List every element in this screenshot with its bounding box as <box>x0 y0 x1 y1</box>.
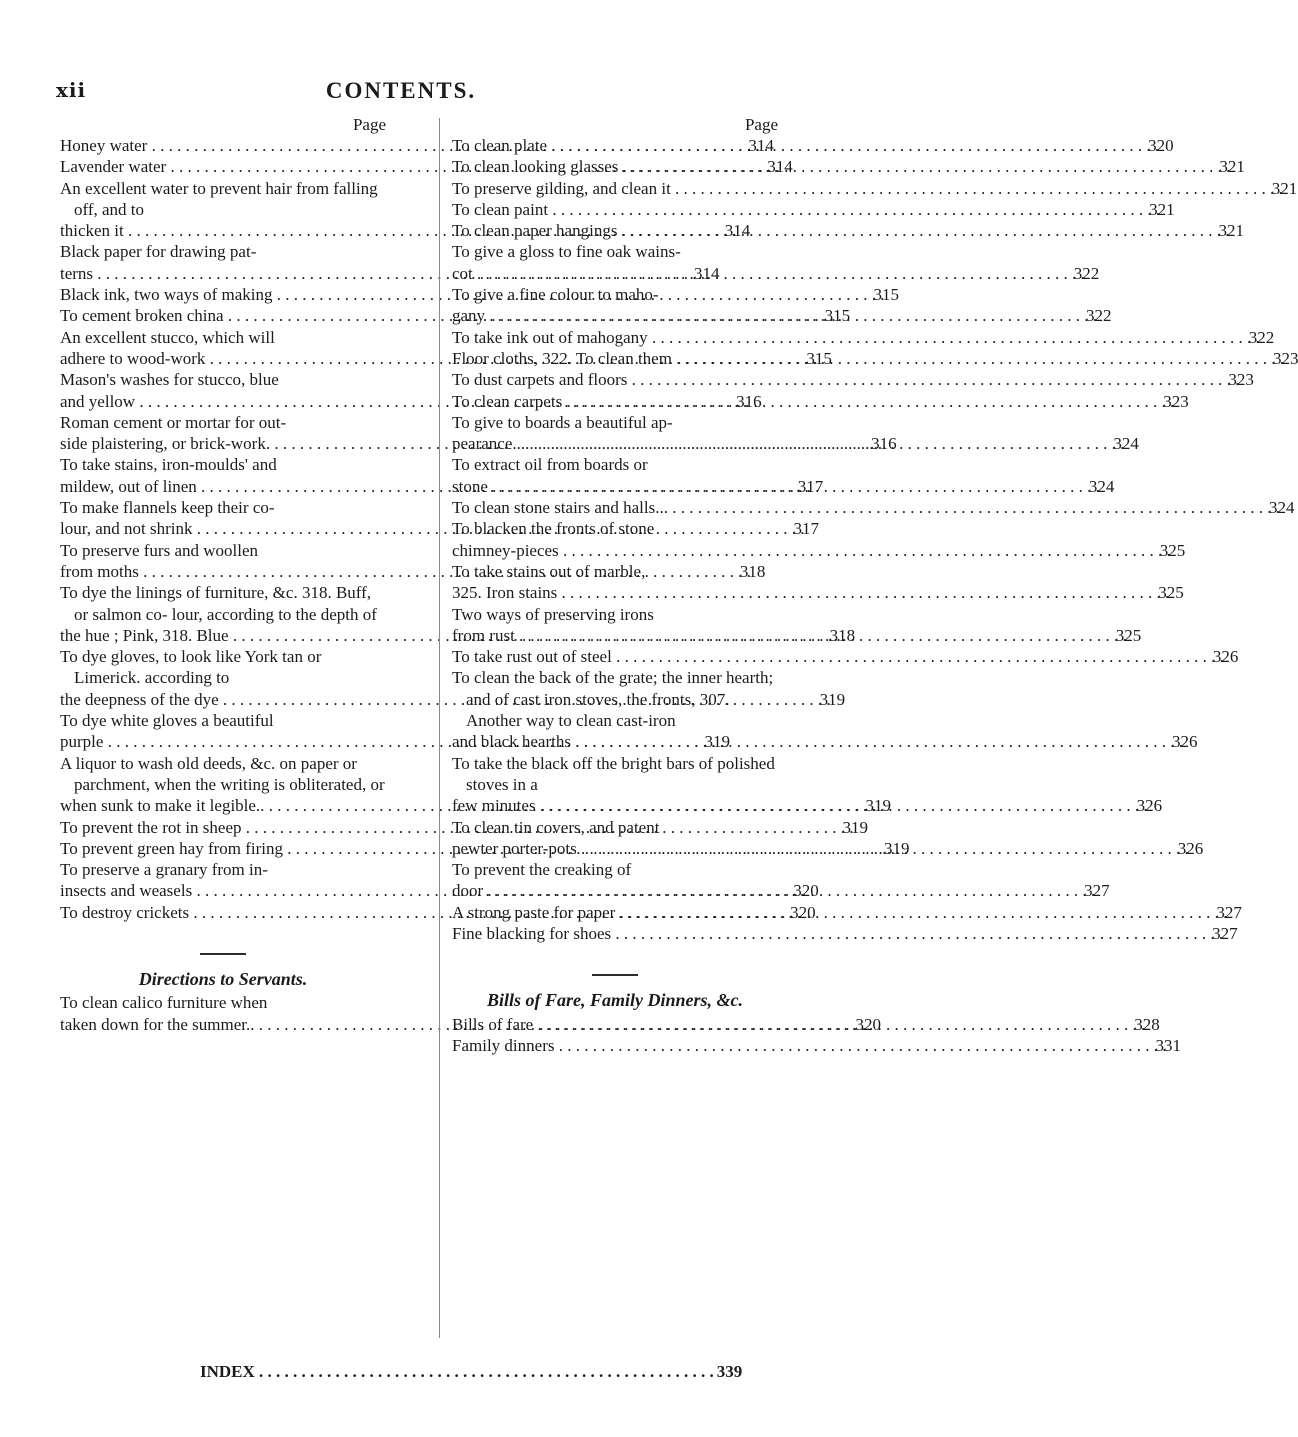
entry-text: To clean tin covers, and patent <box>452 817 660 837</box>
entry-title: and yellow . . . <box>74 391 747 412</box>
entry-text: Roman cement or mortar for out- <box>60 412 287 432</box>
entry-leader-row <box>452 582 1184 603</box>
page-column-heading: Page <box>744 115 778 134</box>
page-number: 314 <box>748 136 774 155</box>
page-number: 321 <box>1219 157 1245 177</box>
entry-leader-row <box>452 369 1254 390</box>
entry-title: Lavender water . . . <box>74 156 778 177</box>
entry-leader-row <box>452 135 1174 156</box>
index-entry <box>200 1362 743 1382</box>
page-number: 325 <box>1158 583 1184 603</box>
entry-text: To take stains, iron-moulds' and <box>60 455 277 475</box>
entry-title: lour, and not shrink . . . <box>74 518 804 539</box>
entry-text: To extract oil from boards or <box>452 455 648 475</box>
entry-title: To clean paper hangings . . . <box>466 220 1229 241</box>
section-gap <box>60 923 386 953</box>
entry-leader-row <box>452 178 1298 199</box>
entry-text: To take the black off the bright bars of polished stoves in a <box>452 753 775 794</box>
contents-entry <box>452 241 1100 284</box>
column-divider <box>439 118 440 1338</box>
page-number: 316 <box>736 391 762 411</box>
entry-title: from moths . . . <box>74 561 751 582</box>
entry-title: To dust carpets and floors . . . <box>466 369 1239 390</box>
contents-entry <box>452 199 1175 220</box>
entry-leader-row <box>452 327 1275 348</box>
entry-title: Family dinners . . . <box>466 1035 1166 1056</box>
entry-title: To preserve gilding, and clean it . . . <box>466 178 1283 199</box>
entry-text: To preserve a granary from in- <box>60 860 268 880</box>
entry-title: adhere to wood-work . . . <box>74 348 817 369</box>
entry-leader-row <box>452 646 1239 667</box>
entry-leader-row <box>452 220 1244 241</box>
entry-text: To give a fine colour to maho- <box>452 285 659 305</box>
contents-entry <box>452 178 1298 199</box>
running-head: CONTENTS. <box>325 78 477 103</box>
entry-title: To destroy crickets . . . <box>74 902 801 923</box>
entry-title: To cement broken china . . . <box>74 305 836 326</box>
entry-title: from rust . . . <box>466 625 1127 646</box>
page-number: 328 <box>1134 1014 1160 1034</box>
page-number: 323 <box>1272 348 1298 368</box>
contents-entry <box>452 391 1189 412</box>
page-number: 325 <box>1115 625 1142 645</box>
entry-title: when sunk to make it legible.. . . . <box>74 795 876 816</box>
entry-title: Floor cloths, 322. To clean them . . . <box>466 348 1284 369</box>
entry-title: To prevent the rot in sheep . . . <box>74 817 854 838</box>
entry-text: To dye gloves, to look like York tan or Limerick. according to <box>60 647 322 688</box>
page-number: 315 <box>873 285 899 305</box>
index-label: INDEX . . . <box>200 1362 714 1382</box>
index-page-number: 339 <box>716 1362 743 1381</box>
page-number: 322 <box>1248 327 1275 347</box>
page-number: 326 <box>1212 647 1239 667</box>
entry-title: stone . . . <box>466 476 1100 497</box>
page-number: 319 <box>704 732 730 752</box>
contents-entry <box>452 497 1295 518</box>
page-number: 319 <box>865 796 891 816</box>
entry-title: the hue ; Pink, 318. Blue . . . <box>74 625 841 646</box>
entry-title: taken down for the summer.. . . . <box>74 1014 867 1035</box>
page-number: 325 <box>1159 540 1186 560</box>
page-number: 315 <box>806 348 832 368</box>
entry-title: To take ink out of mahogany . . . <box>466 327 1260 348</box>
page-number: 326 <box>1171 732 1198 752</box>
entry-text: An excellent water to prevent hair from falling off, and to <box>60 178 378 219</box>
page-number: 314 <box>694 263 720 283</box>
contents-entry <box>452 327 1275 348</box>
page-number: 318 <box>829 625 856 645</box>
page-number: 319 <box>842 817 869 837</box>
entry-title: thicken it . . . <box>74 220 736 241</box>
page-number: 322 <box>1073 263 1100 283</box>
entry-text: To prevent the creaking of <box>452 860 632 880</box>
entry-text: To make flannels keep their co- <box>60 498 275 518</box>
section-rule <box>200 953 246 955</box>
entry-title: door . . . <box>466 880 1095 901</box>
entry-title: To take rust out of steel . . . <box>466 646 1224 667</box>
entry-leader-row <box>452 263 1100 284</box>
folio-number: xii <box>56 78 87 102</box>
entry-text: Black paper for drawing pat- <box>60 242 257 262</box>
entry-title: cot . . . <box>466 263 1085 284</box>
entry-title: and black hearths . . . <box>466 731 1183 752</box>
entry-text: To dye white gloves a beautiful <box>60 711 274 731</box>
page-number: 324 <box>1113 434 1139 454</box>
contents-entry <box>452 1035 1181 1056</box>
entry-title: To clean looking glasses . . . <box>466 156 1230 177</box>
page-number: 323 <box>1228 370 1254 390</box>
page-number: 314 <box>724 221 751 241</box>
entry-title: chimney-pieces . . . <box>466 540 1171 561</box>
entry-title: Bills of fare . . . <box>466 1014 1145 1035</box>
page-number: 327 <box>1084 881 1110 901</box>
entry-title: terns . . . <box>74 263 705 284</box>
contents-entry <box>452 220 1244 241</box>
entry-text: An excellent stucco, which will <box>60 327 275 347</box>
entry-leader-row <box>452 199 1175 220</box>
page-number: 320 <box>793 881 819 901</box>
entry-title: Black ink, two ways of making . . . <box>74 284 884 305</box>
page-number: 315 <box>824 306 851 326</box>
page-number: 319 <box>884 838 910 858</box>
page-number: 321 <box>1271 178 1298 198</box>
entry-title: To clean carpets . . . <box>466 391 1174 412</box>
entry-title: few minutes . . . <box>466 795 1148 816</box>
entry-leader-row <box>60 689 846 710</box>
entry-text: To give to boards a beautiful ap- <box>452 412 673 432</box>
page-number: 314 <box>767 157 793 177</box>
entry-text: To blacken the fronts of stone <box>452 519 655 539</box>
entry-title: A strong paste for paper . . . <box>466 902 1227 923</box>
page-number: 327 <box>1216 902 1242 922</box>
page-number: 324 <box>1268 498 1295 518</box>
entry-text: A liquor to wash old deeds, &c. on paper or parchment, when the writing is obliterated, or <box>60 753 385 794</box>
entry-leader-row <box>452 497 1295 518</box>
entry-title: To clean plate . . . <box>466 135 1159 156</box>
entry-title: purple . . . <box>74 731 715 752</box>
page-number: 318 <box>739 561 766 581</box>
entry-title: pearance . . . <box>466 433 1124 454</box>
page-number: 322 <box>1086 306 1112 326</box>
entry-leader-row <box>452 1035 1181 1056</box>
entry-text: To take stains out of marble, <box>452 561 646 581</box>
entry-title: the deepness of the dye . . . <box>74 689 831 710</box>
entry-text: To give a gloss to fine oak wains- <box>452 242 681 262</box>
entry-title: Honey water . . . <box>74 135 759 156</box>
entry-leader-row <box>452 731 1198 752</box>
page-number: 323 <box>1163 391 1189 411</box>
page-number: 321 <box>1218 221 1244 241</box>
page-number: 326 <box>1177 838 1204 858</box>
page-header <box>56 78 746 112</box>
entry-title: insects and weasels . . . <box>74 880 804 901</box>
entry-title: To prevent green hay from firing . . . <box>74 838 895 859</box>
page-number: 321 <box>1149 199 1175 219</box>
entry-leader-row <box>452 391 1189 412</box>
contents-entry <box>452 923 1238 944</box>
page-number: 316 <box>871 434 897 454</box>
section-title: Directions to Servants. <box>138 968 308 989</box>
contents-entry <box>452 561 1184 604</box>
page-number: 319 <box>819 689 846 709</box>
entry-text: To preserve furs and woollen <box>60 540 259 560</box>
section-title: Bills of Fare, Family Dinners, &c. <box>486 990 744 1011</box>
entry-title: pewter porter-pots . . . <box>466 838 1189 859</box>
page-number: 331 <box>1155 1035 1181 1055</box>
page-number: 324 <box>1088 476 1115 496</box>
entry-leader-row <box>452 540 1186 561</box>
page-number: 317 <box>797 476 824 496</box>
entry-title: To clean paint . . . <box>466 199 1160 220</box>
page-column-heading: Page <box>352 115 386 134</box>
contents-entry <box>452 369 1254 390</box>
entry-text: Mason's washes for stucco, blue <box>60 370 279 390</box>
section-gap <box>452 944 778 974</box>
contents-entry <box>452 646 1239 667</box>
contents-entry <box>452 135 1174 156</box>
entry-leader-row <box>452 923 1238 944</box>
page-number: 317 <box>793 519 819 539</box>
entry-title: To clean stone stairs and halls... . . . <box>466 497 1280 518</box>
entry-text: To clean the back of the grate; the inner hearth; and of cast iron stoves, the fronts, 307. Another way to clean cast-iron <box>452 668 774 731</box>
entry-title: side plaistering, or brick-work. . . . <box>74 433 882 454</box>
entry-text: Two ways of preserving irons <box>452 604 654 624</box>
entry-text: To dye the linings of furniture, &c. 318. Buff, or salmon co- lour, according to the depth of <box>60 583 377 624</box>
page-number: 320 <box>855 1014 882 1034</box>
entry-title: gany . . . <box>466 305 1097 326</box>
page-number: 327 <box>1212 923 1238 943</box>
section-rule <box>592 974 638 976</box>
page-number: 320 <box>790 902 816 922</box>
entry-title: Fine blacking for shoes . . . <box>466 923 1223 944</box>
page-number: 326 <box>1136 796 1163 816</box>
entry-title: mildew, out of linen . . . <box>74 476 809 497</box>
entry-title: 325. Iron stains . . . <box>466 582 1169 603</box>
page-number: 320 <box>1148 136 1174 155</box>
entry-text: To clean calico furniture when <box>60 993 268 1013</box>
